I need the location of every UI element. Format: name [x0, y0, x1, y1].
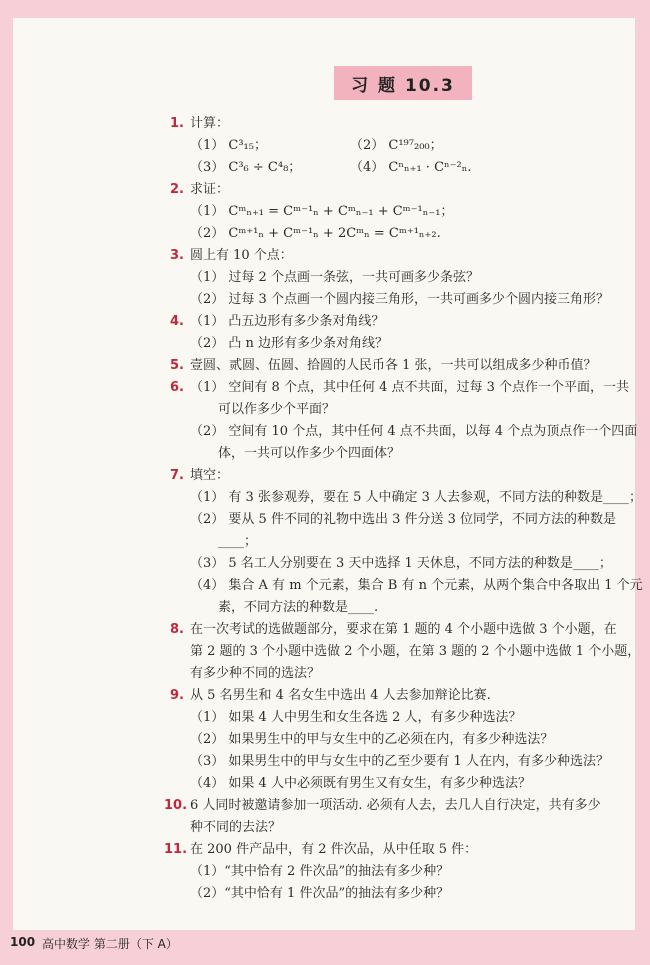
- exercise-title: 习 题 10.3: [334, 66, 472, 100]
- sub-question: （3） 5 名工人分别要在 3 天中选择 1 天休息，不同方法的种数是____；: [190, 556, 612, 571]
- problem-number: 7.: [170, 468, 184, 483]
- sub-question: （1） 凸五边形有多少条对角线？: [190, 314, 385, 329]
- sub-question: （1） 空间有 8 个点，其中任何 4 点不共面，过每 3 个点作一个平面，一共: [190, 380, 630, 395]
- problem-9: [170, 685, 625, 795]
- problem-number: 3.: [170, 248, 184, 263]
- problem-stem: 壹圆、贰圆、伍圆、拾圆的人民币各 1 张，一共可以组成多少种币值？: [190, 358, 597, 373]
- sub-question: （1） 过每 2 个点画一条弦，一共可画多少条弦？: [190, 270, 479, 285]
- problem-11: [164, 839, 625, 905]
- sub-question: （1） C³₁₅；: [190, 138, 267, 153]
- sub-question-continued: 可以作多少个平面？: [218, 402, 336, 417]
- problem-number: 4.: [170, 314, 184, 329]
- problem-6: [170, 377, 638, 465]
- problem-4: [170, 311, 625, 355]
- problem-text: 6 人同时被邀请参加一项活动. 必须有人去，去几人自行决定，共有多少: [190, 798, 601, 813]
- problem-number: 6.: [170, 380, 184, 395]
- book-title: 高中数学 第二册（下 A）: [42, 937, 178, 951]
- sub-question: （4） 集合 A 有 m 个元素，集合 B 有 n 个元素，从两个集合中各取出 1 个元: [190, 578, 643, 593]
- sub-question: （1） Cᵐₙ₊₁ = Cᵐ⁻¹ₙ + Cᵐₙ₋₁ + Cᵐ⁻¹ₙ₋₁；: [190, 204, 454, 219]
- problem-stem: 圆上有 10 个点：: [190, 248, 293, 263]
- sub-question: （4） Cⁿₙ₊₁ · Cⁿ⁻²ₙ.: [350, 160, 472, 175]
- sub-question: （4） 如果 4 人中必须既有男生又有女生，有多少种选法？: [190, 776, 531, 791]
- problem-text: 第 2 题的 3 个小题中选做 2 个小题，在第 3 题的 2 个小题中选做 1 个小题，: [190, 644, 641, 659]
- problem-stem: 求证：: [190, 182, 230, 197]
- sub-question: （2） Cᵐ⁺¹ₙ + Cᵐ⁻¹ₙ + 2Cᵐₙ = Cᵐ⁺¹ₙ₊₂.: [190, 226, 441, 241]
- problem-number: 8.: [170, 622, 184, 637]
- problem-number: 2.: [170, 182, 184, 197]
- sub-question-continued: 体，一共可以作多少个四面体？: [218, 446, 401, 461]
- problem-text: 有多少种不同的选法？: [190, 666, 321, 681]
- problem-10: [164, 795, 625, 839]
- problem-stem: 填空：: [190, 468, 230, 483]
- sub-question-continued: 素，不同方法的种数是____.: [218, 600, 379, 615]
- problem-number: 11.: [164, 842, 188, 857]
- problem-number: 1.: [170, 116, 184, 131]
- sub-question: （3） C³₆ ÷ C⁴₈；: [190, 160, 302, 175]
- sub-question: （2） 如果男生中的甲与女生中的乙必须在内，有多少种选法？: [190, 732, 554, 747]
- sub-question: （2） 过每 3 个点画一个圆内接三角形，一共可画多少个圆内接三角形？: [190, 292, 609, 307]
- sub-question: （2） 要从 5 件不同的礼物中选出 3 件分送 3 位同学，不同方法的种数是: [190, 512, 617, 527]
- problem-2: [170, 179, 625, 245]
- sub-question: （2） C¹⁹⁷₂₀₀；: [350, 138, 443, 153]
- sub-question-continued: ____；: [218, 534, 258, 549]
- sub-question: （2） 空间有 10 个点，其中任何 4 点不共面，以每 4 个点为顶点作一个四面: [190, 424, 638, 439]
- problem-1: [170, 113, 625, 179]
- sub-question: （2）“其中恰有 1 件次品”的抽法有多少种？: [190, 886, 450, 901]
- page-footer: [0, 932, 650, 954]
- problem-3: [170, 245, 625, 311]
- exercise-list: [164, 113, 643, 905]
- problem-stem: 从 5 名男生和 4 名女生中选出 4 人去参加辩论比赛.: [190, 688, 491, 703]
- problem-number: 10.: [164, 798, 188, 813]
- problem-5: [170, 355, 625, 377]
- problem-8: [170, 619, 641, 685]
- problem-text: 种不同的去法？: [190, 820, 282, 835]
- sub-question: （1）“其中恰有 2 件次品”的抽法有多少种？: [190, 864, 450, 879]
- problem-7: [170, 465, 643, 619]
- sub-question: （1） 有 3 张参观券，要在 5 人中确定 3 人去参观，不同方法的种数是____；: [190, 490, 643, 505]
- sub-question: （1） 如果 4 人中男生和女生各选 2 人，有多少种选法？: [190, 710, 522, 725]
- problem-text: 在一次考试的选做题部分，要求在第 1 题的 4 个小题中选做 3 个小题，在: [190, 622, 617, 637]
- sub-question: （2） 凸 n 边形有多少条对角线？: [190, 336, 389, 351]
- problem-number: 5.: [170, 358, 184, 373]
- page-number: 100: [10, 935, 36, 949]
- problem-stem: 在 200 件产品中，有 2 件次品，从中任取 5 件：: [190, 842, 478, 857]
- problem-number: 9.: [170, 688, 184, 703]
- problem-stem: 计算：: [190, 116, 230, 131]
- sub-question: （3） 如果男生中的甲与女生中的乙至少要有 1 人在内，有多少种选法？: [190, 754, 609, 769]
